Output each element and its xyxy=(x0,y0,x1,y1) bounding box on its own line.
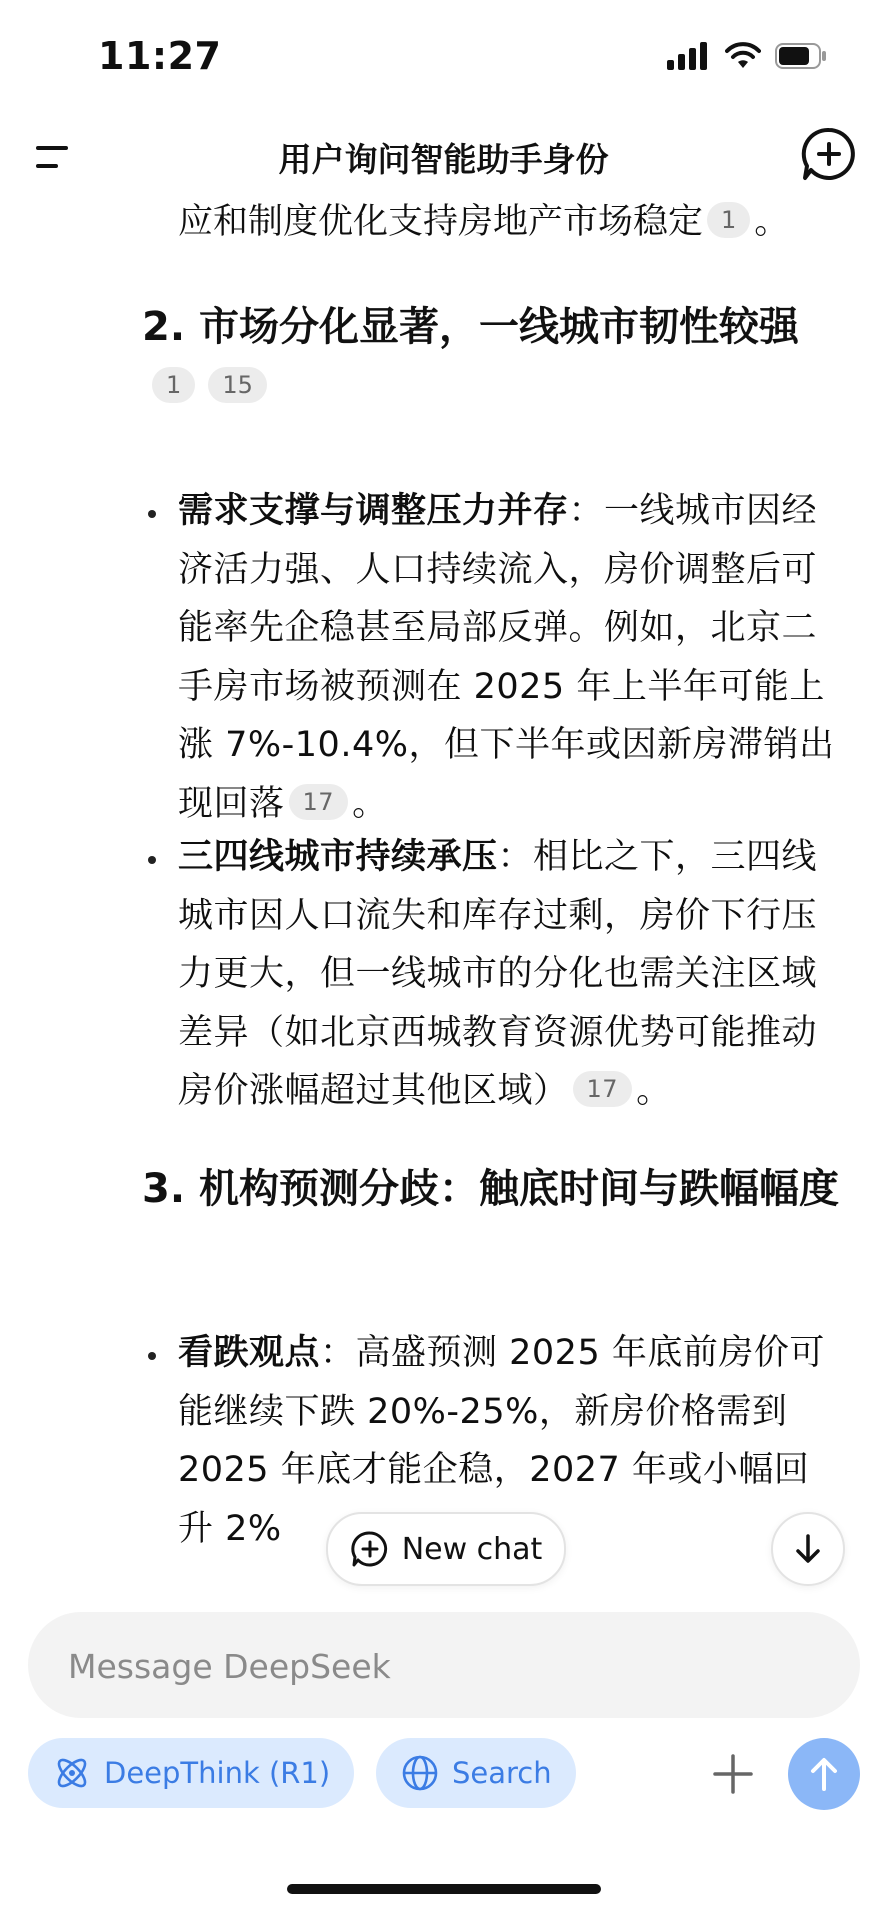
section-heading: 3. 机构预测分歧：触底时间与跌幅幅度 xyxy=(142,1166,839,1212)
bullet-text: ：一线城市因经济活力强、人口持续流入，房价调整后可能率先企稳甚至局部反弹。例如，北京二手房市场被预测在 2025 年上半年可能上涨 7%-10.4%，但下半年或因新房滞销出现回落 xyxy=(178,491,835,824)
arrow-up-icon xyxy=(805,1755,843,1793)
atom-icon xyxy=(52,1753,92,1793)
send-button[interactable] xyxy=(788,1738,860,1810)
new-chat-icon[interactable] xyxy=(799,124,859,184)
continuation-text: 应和制度优化支持房地产市场稳定 xyxy=(178,202,704,242)
bullet-label: 需求支撑与调整压力并存 xyxy=(178,491,569,531)
status-time: 11:27 xyxy=(98,34,222,78)
deepthink-label: DeepThink (R1) xyxy=(104,1756,331,1790)
bullet-text: ：高盛预测 2025 年底前房价可能继续下跌 20%-25%，新房价格需到 2025 年底才能企稳，2027 年或小幅回升 2% xyxy=(178,1333,825,1549)
composer-toolbar xyxy=(0,1738,887,1810)
new-chat-label: New chat xyxy=(401,1531,543,1567)
list-item xyxy=(148,828,838,1121)
bullet-text: ：相比之下，三四线城市因人口流失和库存过剩，房价下行压力更大，但一线城市的分化也需关注区域差异（如北京西城教育资源优势可能推动房价涨幅超过其他区域） xyxy=(178,837,818,1111)
bullet-dot xyxy=(148,1352,156,1360)
chat-title[interactable]: 用户询问智能助手身份 xyxy=(278,140,609,179)
punctuation: 。 xyxy=(352,783,388,824)
punctuation: 。 xyxy=(754,202,790,242)
list-item xyxy=(148,482,838,833)
scroll-to-bottom-button[interactable] xyxy=(771,1512,845,1586)
citation-badge[interactable]: 1 xyxy=(152,367,195,403)
status-bar xyxy=(0,0,887,110)
home-indicator xyxy=(287,1884,601,1894)
arrow-down-icon xyxy=(791,1532,825,1566)
punctuation: 。 xyxy=(636,1071,672,1111)
battery-icon xyxy=(775,43,827,69)
citation-badge[interactable]: 15 xyxy=(208,367,267,403)
chat-header xyxy=(0,120,887,192)
citation-badge[interactable]: 17 xyxy=(289,784,349,820)
bullet-dot xyxy=(148,510,156,518)
section-citations xyxy=(148,370,271,406)
status-icons xyxy=(667,42,827,70)
message-composer xyxy=(28,1612,860,1718)
message-input[interactable] xyxy=(66,1612,810,1720)
message-content xyxy=(0,192,887,1602)
bullet-dot xyxy=(148,856,156,864)
deepthink-toggle[interactable] xyxy=(28,1738,354,1808)
search-label: Search xyxy=(452,1756,552,1790)
new-chat-button[interactable] xyxy=(326,1512,566,1586)
search-toggle[interactable] xyxy=(376,1738,576,1808)
section-heading: 2. 市场分化显著，一线城市韧性较强 xyxy=(142,304,799,350)
plus-icon[interactable] xyxy=(705,1746,761,1802)
cellular-signal-icon xyxy=(667,42,711,70)
citation-badge[interactable]: 1 xyxy=(707,202,750,238)
bullet-label: 看跌观点 xyxy=(178,1333,321,1373)
citation-badge[interactable]: 17 xyxy=(573,1071,633,1107)
bullet-label: 三四线城市持续承压 xyxy=(178,837,498,877)
wifi-icon xyxy=(725,42,761,70)
new-chat-icon xyxy=(350,1529,390,1569)
continuation-line xyxy=(178,192,789,252)
globe-icon xyxy=(400,1753,440,1793)
